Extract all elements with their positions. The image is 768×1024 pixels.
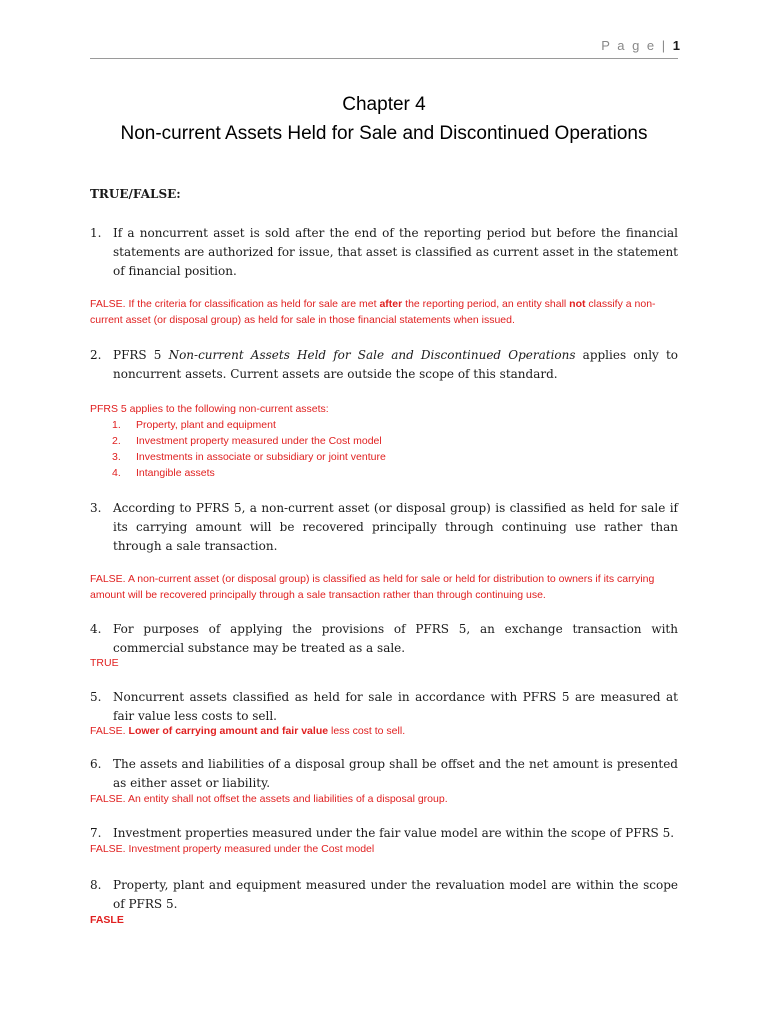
question-text: PFRS 5 Non-current Assets Held for Sale and Discontinued Operations applies only to noncurrent assets. Current assets are outside the scope of this standard. [113,348,679,381]
page-label: P a g e | [601,38,668,53]
page-number-value: 1 [672,38,680,53]
page-number [601,38,680,53]
question-text: The assets and liabilities of a disposal group shall be offset and the net amount is presented as either asset or liability. [113,757,678,790]
question-number: 4. [90,622,102,636]
question-number: 3. [90,501,102,515]
list-item: 2. Investment property measured under the Cost model [112,435,382,447]
question-4 [90,620,678,658]
question-text: According to PFRS 5, a non-current asset (or disposal group) is classified as held for sale if its carrying amount will be recovered principally through continuing use rather than through a sale transaction. [113,501,678,553]
question-2 [90,346,678,384]
question-number: 1. [90,226,102,240]
answer-8: FASLE [90,914,124,926]
question-number: 6. [90,757,102,771]
answer-2 [90,401,680,481]
question-text: If a noncurrent asset is sold after the end of the reporting period but before the financial statements are authorized for issue, that asset is classified as current asset in the statement of financial position. [113,226,678,278]
answer-1: FALSE. If the criteria for classification as held for sale are met after the reporting period, an entity shall not classify a non-current asset (or disposal group) as held for sale in those financial statements when issued. [90,298,656,326]
question-text: Noncurrent assets classified as held for sale in accordance with PFRS 5 are measured at fair value less costs to sell. [113,690,678,723]
chapter-subtitle: Non-current Assets Held for Sale and Discontinued Operations [120,123,648,144]
question-text: For purposes of applying the provisions of PFRS 5, an exchange transaction with commercial substance may be treated as a sale. [113,622,678,655]
question-number: 2. [90,348,102,362]
answer-6: FALSE. An entity shall not offset the assets and liabilities of a disposal group. [90,793,448,805]
list-item: 4. Intangible assets [112,467,215,479]
question-8 [90,876,678,914]
question-3 [90,499,678,556]
question-text: Property, plant and equipment measured under the revaluation model are within the scope of PFRS 5. [113,878,678,911]
section-heading: TRUE/FALSE: [90,187,181,201]
answer-intro: PFRS 5 applies to the following non-current assets: [90,403,329,415]
answer-4: TRUE [90,657,119,669]
question-number: 8. [90,878,102,892]
list-item: 1. Property, plant and equipment [112,419,276,431]
question-number: 5. [90,690,102,704]
answer-5: FALSE. Lower of carrying amount and fair value less cost to sell. [90,725,406,737]
list-item: 3. Investments in associate or subsidiary or joint venture [112,451,386,463]
answer-7: FALSE. Investment property measured under the Cost model [90,843,375,855]
question-text: Investment properties measured under the fair value model are within the scope of PFRS 5. [113,826,675,840]
question-1 [90,224,678,281]
question-number: 7. [90,826,102,840]
scope-list [90,417,680,481]
question-6 [90,755,678,793]
chapter-title: Chapter 4 [342,94,426,115]
header-rule [90,58,678,59]
question-5 [90,688,678,726]
answer-3: FALSE. A non-current asset (or disposal group) is classified as held for sale or held for distribution to owners if its carrying amount will be recovered principally through a sale transaction rather than through continuing use. [90,573,655,601]
